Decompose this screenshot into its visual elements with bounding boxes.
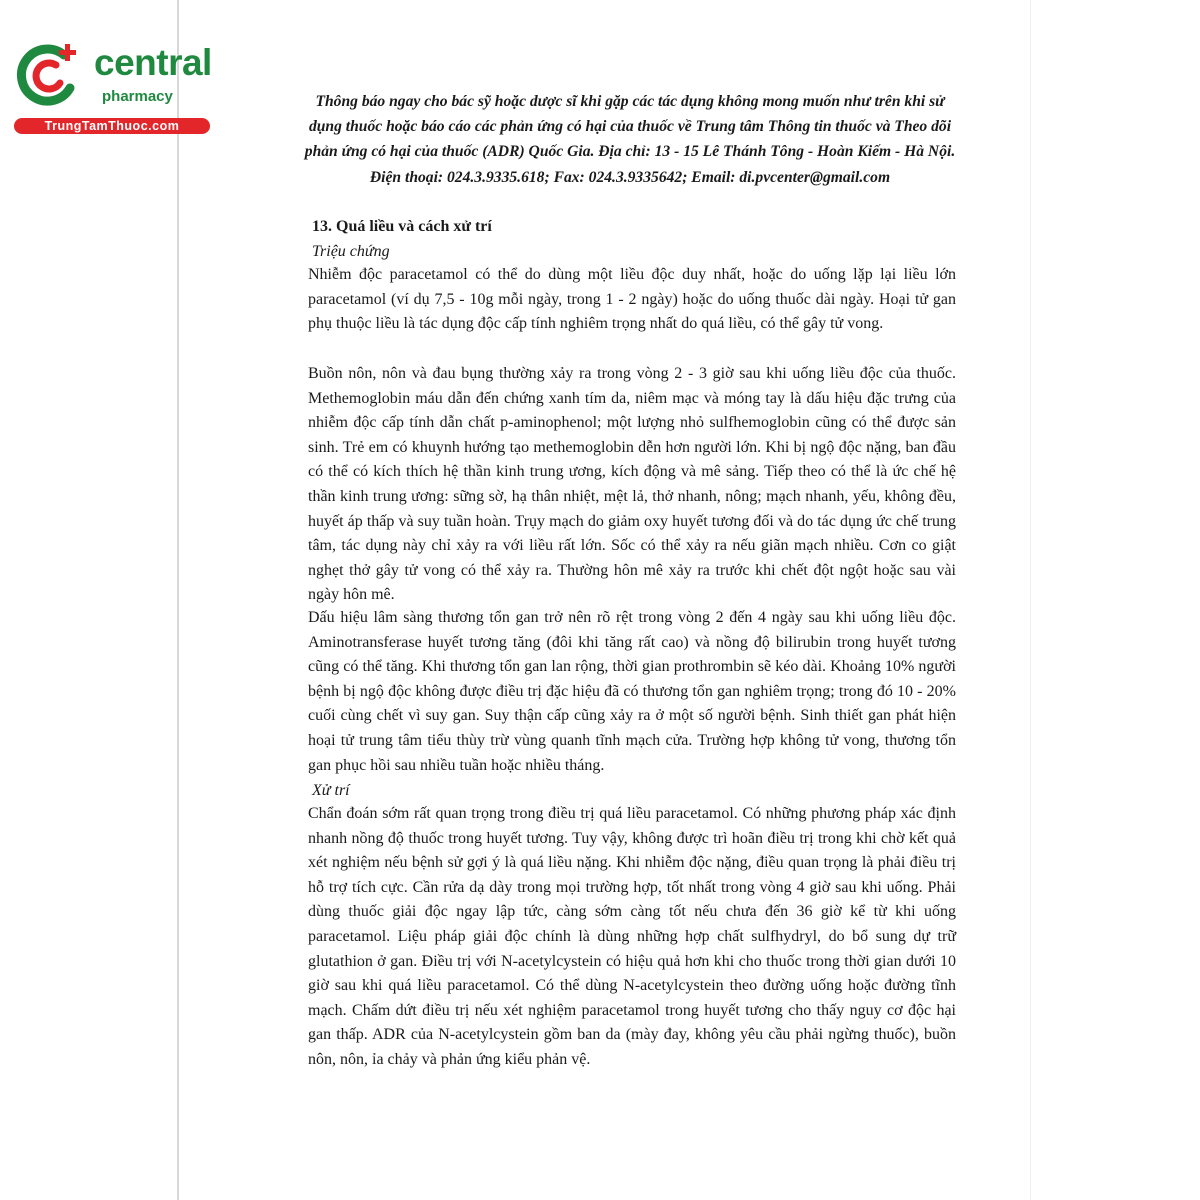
- symptoms-paragraph-3: Dấu hiệu lâm sàng thương tổn gan trở nên rõ rệt trong vòng 2 đến 4 ngày sau khi uống liều độc. Aminotransferase huyết tương tăng (đôi khi tăng rất cao) và nồng độ bilirubin trong huyết tương cũng có thể tăng. Khi thương tổn gan lan rộng, thời gian prothrombin sẽ kéo dài. Khoảng 10% người bệnh bị ngộ độc không được điều trị đặc hiệu đã có thương tổn gan nghiêm trọng; trong đó 10 - 20% cuối cùng chết vì suy gan. Suy thận cấp cũng xảy ra ở một số người bệnh. Sinh thiết gan phát hiện hoại tử trung tâm tiểu thùy trừ vùng quanh tĩnh mạch cửa. Trường hợp không tử vong, thương tổn gan phục hồi sau nhiều tuần hoặc nhiều tháng.: [308, 609, 956, 774]
- pharmacy-cross-icon: [12, 38, 88, 114]
- section-title: 13. Quá liều và cách xử trí: [312, 218, 492, 235]
- treatment-paragraph-1: Chẩn đoán sớm rất quan trọng trong điều trị quá liều paracetamol. Có những phương pháp xác định nhanh nồng độ thuốc trong huyết tương. Tuy vậy, không được trì hoãn điều trị trong khi chờ kết quả xét nghiệm nếu bệnh sử gợi ý là quá liều nặng. Khi nhiễm độc nặng, điều quan trọng là phải điều trị hỗ trợ tích cực. Cần rửa dạ dày trong mọi trường hợp, tốt nhất trong vòng 4 giờ sau khi uống. Phải dùng thuốc giải độc ngay lập tức, càng sớm càng tốt nếu chưa đến 36 giờ kể từ khi uống paracetamol. Liệu pháp giải độc chính là dùng những hợp chất sulfhydryl, do bổ sung dự trữ glutathion ở gan. Điều trị với N-acetylcystein có hiệu quả hơn khi cho thuốc trong thời gian dưới 10 giờ sau khi quá liều paracetamol. Có thể dùng N-acetylcystein theo đường uống hoặc đường tĩnh mạch. Chấm dứt điều trị nếu xét nghiệm paracetamol trong huyết tương cho thấy nguy cơ độc hại gan thấp. ADR của N-acetylcystein gồm ban da (mày đay, không yêu cầu phải ngừng thuốc), buồn nôn, nôn, ỉa chảy và phản ứng kiểu phản vệ.: [308, 805, 956, 1068]
- brand-name: central: [94, 42, 212, 83]
- page-edge-shadow: [1030, 0, 1031, 1200]
- symptoms-heading: Triệu chứng: [312, 243, 390, 260]
- treatment-heading: Xử trí: [312, 782, 350, 799]
- adr-reporting-notice: Thông báo ngay cho bác sỹ hoặc dược sĩ khi gặp các tác dụng không mong muốn như trên khi sử dụng thuốc hoặc báo cáo các phản ứng có hại của thuốc về Trung tâm Thông tin thuốc và Theo dõi phản ứng có hại của thuốc (ADR) Quốc Gia. Địa chỉ: 13 - 15 Lê Thánh Tông - Hoàn Kiếm - Hà Nội. Điện thoại: 024.3.9335.618; Fax: 024.3.9335642; Email: di.pvcenter@gmail.com: [304, 93, 956, 186]
- brand-website-banner: TrungTamThuoc.com: [14, 118, 210, 134]
- symptoms-paragraph-2: Buồn nôn, nôn và đau bụng thường xảy ra trong vòng 2 - 3 giờ sau khi uống liều độc của thuốc. Methemoglobin máu dẫn đến chứng xanh tím da, niêm mạc và móng tay là dấu hiệu đặc trưng của nhiễm độc cấp tính dẫn chất p-aminophenol; một lượng nhỏ sulfhemoglobin cũng có thể được sản sinh. Trẻ em có khuynh hướng tạo methemoglobin dễn hơn người lớn. Khi bị ngộ độc nặng, ban đầu có thể có kích thích hệ thần kinh trung ương, kích động và mê sảng. Tiếp theo có thể là ức chế hệ thần kinh trung ương: sững sờ, hạ thân nhiệt, mệt lả, thở nhanh, nông; mạch nhanh, yếu, không đều, huyết áp thấp và suy tuần hoàn. Trụy mạch do giảm oxy huyết tương đối và do tác dụng ức chế trung tâm, tác dụng này chỉ xảy ra với liều rất lớn. Sốc có thể xảy ra nếu giãn mạch nhiều. Cơn co giật nghẹt thở gây tử vong có thể xảy ra. Thường hôn mê xảy ra trước khi chết đột ngột hoặc sau vài ngày hôn mê.: [308, 365, 956, 604]
- brand-subtitle: pharmacy: [102, 88, 173, 105]
- page-margin-line: [177, 0, 179, 1200]
- brand-logo: [12, 38, 212, 138]
- symptoms-paragraph-1: Nhiễm độc paracetamol có thể do dùng một liều độc duy nhất, hoặc do uống lặp lại liều lớn paracetamol (ví dụ 7,5 - 10g mỗi ngày, trong 1 - 2 ngày) hoặc do uống thuốc dài ngày. Hoại tử gan phụ thuộc liều là tác dụng độc cấp tính nghiêm trọng nhất do quá liều, có thể gây tử vong.: [308, 266, 956, 333]
